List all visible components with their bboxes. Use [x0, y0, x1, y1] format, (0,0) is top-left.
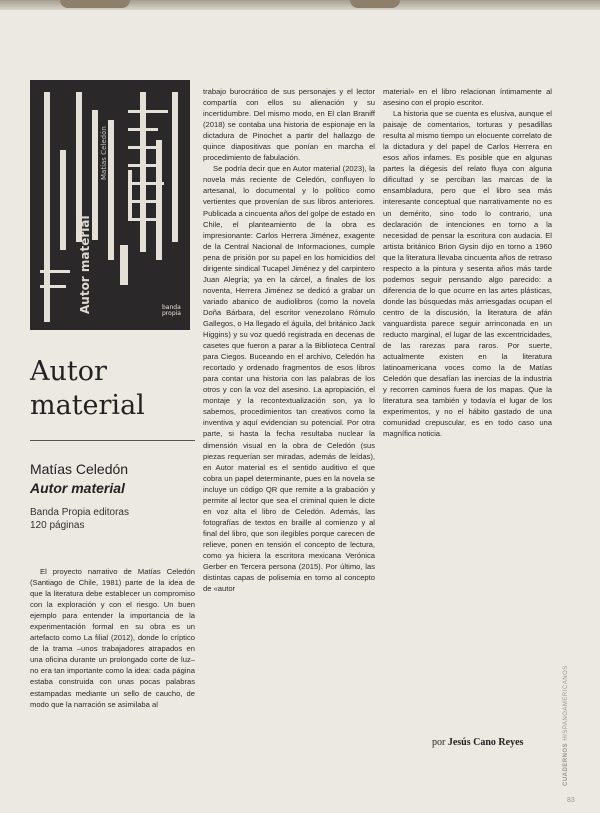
review-title-line: Autor [30, 356, 107, 387]
cover-bar [128, 200, 158, 203]
cover-author: Matías Celedón [100, 126, 108, 180]
cover-bar [40, 270, 70, 273]
cover-bar [128, 164, 156, 167]
paragraph: Se podría decir que en Autor material (2023), la novela más reciente de Celedón, confluyen lo artesanal, lo documental y lo político como vertientes que provenían de sus libros anteriores. Publicada a cincuenta años del golpe de estado en Chile, el planteamiento de la obra es impresionante: Carlos Herrera Jiménez, exagente de la Central Nacional de Informaciones, cumple pena de prisión por su papel en los homicidios del dirigente sindical Tucapel Jiménez y del carpintero Juan Alegría; ya en la cárcel, a finales de los noventa, Herrera Jiménez se dedicó a grabar un variado abanico de audiolibros (como la novela Doña Bárbara, del escritor venezolano Rómulo Gallegos, o Ha llegado el águila, del británico Jack Higgins) y su voz quedó registrada en decenas de casetes que fueron a parar a la Biblioteca Central para Ciegos. Buceando en el archivo, Celedón ha recortado y ordenado fragmentos de esos libros para contar una historia con las palabras de los otros y con la voz del asesino. La apropiación, el montaje y la recontextualización son, ya lo sabemos, procedimientos tan creativos como la inventiva y aquí evidencian su potencial. Por otra parte, si hasta la fecha resultaba nuclear la dimensión visual en la obra de Celedón (sus piezas requerían ser miradas, además de leídas), en Autor material es el sentido auditivo el que cobra un papel determinante, pues en la novela se incluye un código QR que remite a la grabación y permite al lector que sea el criminal quien le dicte en voz alta el libro de Celedón. Además, las fotografías de textos en braille al comienzo y al final del libro, que son ilegibles porque carecen de relieve, ponen en tensión el concepto de lectura, como ya hiciera la escritora mexicana Verónica Gerber en Tercera persona (2015). Por último, las distintas capas de polisemia en torno al concepto de «autor [203, 164, 375, 594]
cover-bar [128, 110, 168, 113]
cover-bar [120, 245, 128, 285]
cover-bar [40, 285, 66, 288]
cover-bar [108, 120, 114, 260]
binding-tab [350, 0, 400, 8]
book-details [30, 506, 129, 532]
magazine-name [563, 665, 569, 786]
paragraph: El proyecto narrativo de Matías Celedón (Santiago de Chile, 1981) parte de la idea de que la literatura debe establecer un compromiso con la exploración y con el riesgo. Un buen ejemplo para entender la importancia de la experimentación formal en su obra es un artefacto como La filial (2012), donde lo críptico de la trama –unos trabajadores atrapados en una oficina durante un prolongado corte de luz– no era tan importante como la idea: cada página estaba construida con unas pocas palabras estampadas mediante un sello de caucho, de modo que la narración se asimilaba al [30, 567, 195, 709]
text-column-2 [203, 86, 375, 594]
signature-prefix: por [432, 737, 446, 748]
magazine-name-prefix: CUADERNOS [563, 742, 569, 786]
book-cover [30, 80, 190, 330]
cover-bar [172, 92, 178, 242]
publisher-name: Banda Propia editoras [30, 507, 129, 518]
book-title: Autor material [30, 480, 125, 496]
text-column-1 [30, 566, 195, 710]
page-count: 120 páginas [30, 520, 85, 531]
review-title [30, 355, 200, 423]
book-author: Matías Celedón [30, 461, 129, 477]
cover-bar [140, 92, 146, 252]
magazine-name-suffix: HISPANOAMERICANOS [563, 665, 569, 741]
cover-bar [92, 110, 98, 240]
cover-bar [128, 218, 162, 221]
review-title-line: material [30, 390, 145, 421]
divider [30, 440, 195, 441]
cover-bar [128, 146, 162, 149]
cover-bar [128, 182, 164, 185]
publisher-logo [162, 305, 188, 317]
publisher-logo-line: propia [162, 310, 181, 317]
reviewer-name: Jesús Cano Reyes [447, 737, 524, 748]
cover-title: Autor material [78, 215, 92, 314]
binding-tab [60, 0, 130, 8]
paragraph: trabajo burocrático de sus personajes y el lector compartía con ellos su alienación y su incertidumbre. Del mismo modo, en El clan Braniff (2018) se contaba una historia de espionaje en la dictadura de Pinochet a partir del hallazgo de quince diapositivas que ponían en marcha el procedimiento de fabulación. [203, 87, 375, 163]
top-edge [0, 0, 600, 10]
page-number: 83 [567, 797, 575, 804]
paragraph: material» en el libro relacionan íntimamente al asesino con el propio escritor. [383, 87, 552, 108]
cover-bar [128, 170, 132, 220]
cover-bar [128, 128, 158, 131]
publisher-logo-line: banda [162, 304, 181, 311]
review-signature [432, 737, 523, 748]
text-column-3 [383, 86, 552, 440]
cover-bar [60, 150, 66, 250]
paragraph: La historia que se cuenta es elusiva, aunque el paisaje de comentarios, torturas y pesadillas resulta al mismo tiempo un elocuente correlato de la dictadura y del papel de Carlos Herrera en esos años infames. Es posible que en algunas partes la diégesis del relato fluya con alguna dificultad y se perciban las marcas de la ensambladura, pero que el libro sea más interesante conceptual que narrativamente no es un demérito, sino todo lo contrario, una declaración de intenciones en torno a la necesidad de pensar la escritura con audacia. El artista británico Brion Gysin dijo en torno a 1960 que la literatura llevaba cincuenta años de retraso respecto a la pintura y sesenta años más tarde podemos seguir pensando algo parecido: a diferencia de lo que ocurre en las artes plásticas, donde las búsquedas más arriesgadas ocupan el centro de la discusión, la literatura de afán vanguardista parece seguir arrinconada en un reducto marginal, el lugar de las excentricidades, de las rarezas para raros. Por suerte, actualmente existen en la literatura latinoamericana voces como la de Matías Celedón que desafían las inercias de la industria y recorren caminos fuera de los mapas. Que la literatura sea también y todavía el lugar de los experimentos, y no el hábito gastado de una comunidad crepuscular, es en todo caso una magnífica noticia. [383, 109, 552, 439]
